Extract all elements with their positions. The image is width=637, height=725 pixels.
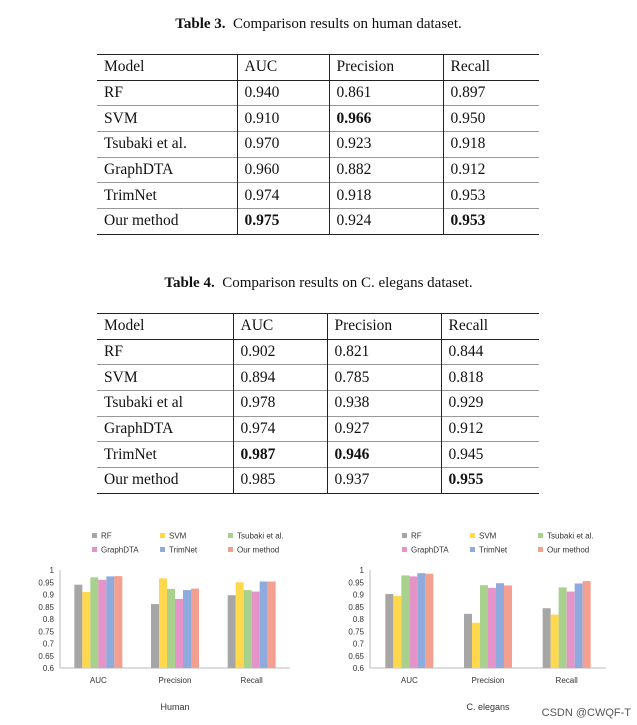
model-cell: Our method [104, 471, 179, 489]
celegans-bar-chart [300, 520, 600, 720]
legend-label: GraphDTA [411, 545, 449, 555]
x-tick-label: AUC [400, 676, 418, 685]
bar [151, 604, 159, 668]
model-cell: SVM [104, 109, 138, 127]
table3-label: Table 3. [175, 16, 226, 32]
legend-swatch [538, 533, 543, 538]
auc-cell: 0.970 [237, 132, 329, 158]
recall-cell: 0.844 [441, 339, 539, 365]
precision-cell: 0.918 [329, 183, 443, 209]
legend-swatch [470, 547, 475, 552]
bar [236, 582, 244, 668]
table-row [97, 157, 539, 183]
table3-header-auc: AUC [237, 55, 329, 81]
auc-cell: 0.894 [233, 365, 327, 391]
table4-header-recall: Recall [441, 314, 539, 340]
model-cell: RF [104, 343, 123, 361]
y-tick-label: 0.9 [352, 590, 364, 600]
precision-cell: 0.938 [327, 391, 441, 417]
table-row [97, 209, 539, 235]
bar [106, 576, 114, 668]
human-bar-chart [0, 520, 300, 720]
bar [567, 592, 575, 668]
table3-title: Comparison results on human dataset. [233, 16, 462, 32]
y-tick-label: 0.8 [42, 615, 54, 624]
y-tick-label: 1 [49, 566, 54, 575]
table-row [97, 416, 539, 442]
auc-cell: 0.974 [233, 416, 327, 442]
bar [82, 592, 90, 668]
y-tick-label: 0.65 [38, 651, 54, 661]
auc-cell: 0.975 [237, 209, 329, 235]
table4-header-auc: AUC [233, 314, 327, 340]
celegans-chart-svg [300, 520, 600, 720]
table-row [97, 391, 539, 417]
x-tick-label: Precision [158, 676, 192, 685]
legend-label: TrimNet [169, 545, 198, 555]
legend-label: SVM [479, 531, 497, 541]
auc-cell: 0.902 [233, 339, 327, 365]
y-tick-label: 0.6 [42, 664, 54, 673]
legend-swatch [228, 533, 233, 538]
table-row [97, 339, 539, 365]
table4-header-model: Model [104, 317, 145, 335]
model-cell: Our method [104, 212, 179, 230]
recall-cell: 0.953 [443, 183, 539, 209]
y-tick-label: 0.75 [38, 627, 54, 637]
recall-cell: 0.912 [443, 157, 539, 183]
y-tick-label: 0.85 [38, 602, 54, 612]
legend-swatch [538, 547, 543, 552]
bar [409, 576, 417, 668]
bar [98, 580, 106, 668]
chart-title: Human [160, 702, 190, 712]
table3-header-precision: Precision [329, 55, 443, 81]
human-chart-svg [0, 520, 300, 720]
y-tick-label: 0.65 [348, 651, 364, 661]
model-cell: TrimNet [104, 445, 157, 463]
bar [74, 585, 82, 668]
precision-cell: 0.821 [327, 339, 441, 365]
bar [504, 585, 512, 668]
legend-label: Tsubaki et al. [547, 531, 594, 541]
table4-header-precision: Precision [327, 314, 441, 340]
bar [496, 583, 504, 668]
bar [90, 577, 98, 668]
table-row [97, 365, 539, 391]
auc-cell: 0.985 [233, 468, 327, 494]
model-cell: GraphDTA [104, 420, 174, 438]
recall-cell: 0.950 [443, 106, 539, 132]
y-tick-label: 0.7 [42, 639, 54, 649]
table4-header-row [97, 314, 539, 340]
legend-swatch [92, 533, 97, 538]
bar [401, 575, 409, 668]
table-row [97, 132, 539, 158]
recall-cell: 0.897 [443, 80, 539, 106]
bar [228, 595, 236, 668]
model-cell: Tsubaki et al [104, 394, 183, 412]
bar [244, 590, 252, 668]
auc-cell: 0.974 [237, 183, 329, 209]
recall-cell: 0.912 [441, 416, 539, 442]
precision-cell: 0.923 [329, 132, 443, 158]
x-tick-label: Recall [555, 676, 578, 685]
recall-cell: 0.918 [443, 132, 539, 158]
auc-cell: 0.910 [237, 106, 329, 132]
legend-label: RF [101, 531, 112, 541]
y-tick-label: 0.6 [352, 664, 364, 673]
auc-cell: 0.940 [237, 80, 329, 106]
table3-caption [0, 16, 637, 33]
legend-swatch [402, 547, 407, 552]
recall-cell: 0.955 [441, 468, 539, 494]
recall-cell: 0.929 [441, 391, 539, 417]
y-tick-label: 0.75 [348, 627, 364, 637]
table4 [97, 313, 539, 494]
model-cell: RF [104, 84, 123, 102]
legend-label: Our method [237, 545, 280, 555]
bar [559, 587, 567, 668]
y-tick-label: 0.85 [348, 602, 364, 612]
table3-header-row [97, 55, 539, 81]
legend-swatch [92, 547, 97, 552]
bar [260, 582, 268, 668]
recall-cell: 0.945 [441, 442, 539, 468]
legend-label: TrimNet [479, 545, 508, 555]
legend-label: GraphDTA [101, 545, 139, 555]
bar [543, 608, 551, 668]
bar [583, 581, 591, 668]
bar [183, 590, 191, 668]
bar [252, 592, 260, 668]
model-cell: TrimNet [104, 186, 157, 204]
model-cell: GraphDTA [104, 161, 174, 179]
bar [575, 583, 583, 668]
precision-cell: 0.882 [329, 157, 443, 183]
bar [417, 573, 425, 668]
bar [114, 576, 122, 668]
legend-swatch [160, 547, 165, 552]
x-tick-label: Recall [240, 676, 263, 685]
table-row [97, 80, 539, 106]
precision-cell: 0.937 [327, 468, 441, 494]
y-tick-label: 0.95 [38, 578, 54, 588]
x-tick-label: Precision [471, 676, 505, 685]
y-tick-label: 0.95 [348, 578, 364, 588]
table4-label: Table 4. [164, 275, 215, 291]
legend-label: Our method [547, 545, 590, 555]
table4-caption [0, 275, 637, 292]
legend-swatch [402, 533, 407, 538]
x-tick-label: AUC [89, 676, 107, 685]
recall-cell: 0.953 [443, 209, 539, 235]
legend-label: SVM [169, 531, 187, 541]
table-row [97, 183, 539, 209]
precision-cell: 0.861 [329, 80, 443, 106]
legend-label: Tsubaki et al. [237, 531, 284, 541]
auc-cell: 0.978 [233, 391, 327, 417]
model-cell: Tsubaki et al. [104, 135, 187, 153]
model-cell: SVM [104, 368, 138, 386]
bar [551, 615, 559, 668]
table3-header-recall: Recall [443, 55, 539, 81]
bar [175, 599, 183, 668]
bar [425, 574, 433, 668]
bar [191, 589, 199, 668]
table3-header-model: Model [104, 58, 145, 76]
precision-cell: 0.927 [327, 416, 441, 442]
table-row [97, 468, 539, 494]
precision-cell: 0.924 [329, 209, 443, 235]
precision-cell: 0.966 [329, 106, 443, 132]
watermark: CSDN @CWQF-T [541, 707, 631, 719]
y-tick-label: 0.8 [352, 615, 364, 624]
y-tick-label: 1 [359, 566, 364, 575]
legend-swatch [470, 533, 475, 538]
bar [472, 623, 480, 668]
table-row [97, 442, 539, 468]
bar [393, 596, 401, 668]
precision-cell: 0.785 [327, 365, 441, 391]
bar [488, 588, 496, 668]
bar [464, 614, 472, 668]
legend-label: RF [411, 531, 422, 541]
recall-cell: 0.818 [441, 365, 539, 391]
bar [385, 594, 393, 668]
legend-swatch [228, 547, 233, 552]
y-tick-label: 0.9 [42, 590, 54, 600]
table-row [97, 106, 539, 132]
chart-title: C. elegans [466, 702, 510, 712]
y-tick-label: 0.7 [352, 639, 364, 649]
auc-cell: 0.960 [237, 157, 329, 183]
precision-cell: 0.946 [327, 442, 441, 468]
bar [268, 582, 276, 668]
bar [159, 578, 167, 668]
bar [167, 589, 175, 668]
table4-title: Comparison results on C. elegans dataset. [222, 275, 473, 291]
bar [480, 585, 488, 668]
legend-swatch [160, 533, 165, 538]
table3 [97, 54, 539, 235]
auc-cell: 0.987 [233, 442, 327, 468]
